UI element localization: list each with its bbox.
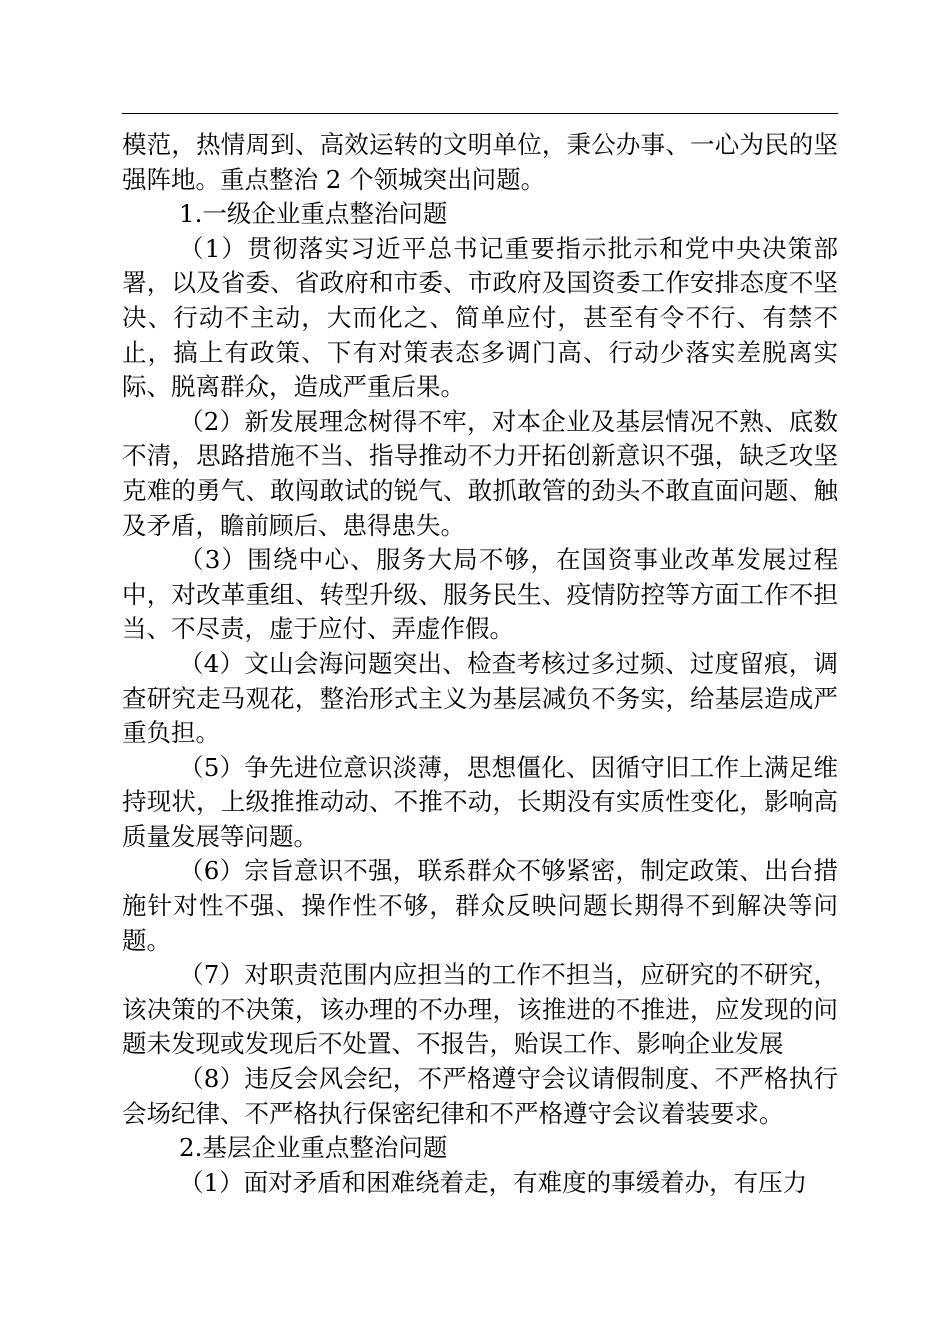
header-rule [122, 113, 838, 114]
list-item-1-3: （3）围绕中心、服务大局不够，在国资事业改革发展过程中，对改革重组、转型升级、服务民生、疫情防控等方面工作不担当、不尽责，虚于应付、弄虚作假。 [122, 545, 838, 644]
list-item-1-4: （4）文山会海问题突出、检查考核过多过频、过度留痕，调查研究走马观花，整治形式主义为基层减负不务实，给基层造成严重负担。 [122, 648, 838, 748]
list-item-1-2: （2）新发展理念树得不牢，对本企业及基层情况不熟、底数不清，思路措施不当、指导推动不力开拓创新意识不强，缺乏攻坚克难的勇气、敢闯敢试的锐气、敢抓敢管的劲头不敢直面问题、触及矛盾，瞻前顾后、患得患失。 [122, 406, 838, 540]
list-item-2-1: （1）面对矛盾和困难绕着走，有难度的事缓着办，有压力 [179, 1167, 808, 1197]
list-item-1-5: （5）争先进位意识淡薄，思想僵化、因循守旧工作上满足维持现状，上级推推动动、不推不动，长期没有实质性变化，影响高质量发展等问题。 [122, 752, 838, 851]
paragraph-continuation: 模范，热情周到、高效运转的文明单位，秉公办事、一心为民的坚强阵地。重点整治 2 个领城突出问题。 [122, 130, 838, 194]
section-heading-2: 2.基层企业重点整治问题 [179, 1133, 448, 1163]
list-item-1-8: （8）违反会风会纪，不严格遵守会议请假制度、不严格执行会场纪律、不严格执行保密纪律和不严格遵守会议着装要求。 [122, 1064, 838, 1128]
document-body [122, 128, 838, 1200]
list-item-1-6: （6）宗旨意识不强，联系群众不够紧密，制定政策、出台措施针对性不强、操作性不够，群众反映问题长期得不到解决等问题。 [122, 856, 838, 955]
section-heading-1: 1.一级企业重点整治问题 [179, 199, 448, 229]
list-item-1-7: （7）对职责范围内应担当的工作不担当，应研究的不研究，该决策的不决策，该办理的不办理，该推进的不推进，应发现的问题未发现或发现后不处置、不报告，贻误工作、影响企业发展 [122, 960, 838, 1059]
list-item-1-1: （1）贯彻落实习近平总书记重要指示批示和党中央决策部署，以及省委、省政府和市委、市政府及国资委工作安排态度不坚决、行动不主动，大而化之、简单应付，甚至有令不行、有禁不止，搞上有政策、下有对策表态多调门高、行动少落实差脱离实际、脱离群众，造成严重后果。 [122, 233, 838, 402]
